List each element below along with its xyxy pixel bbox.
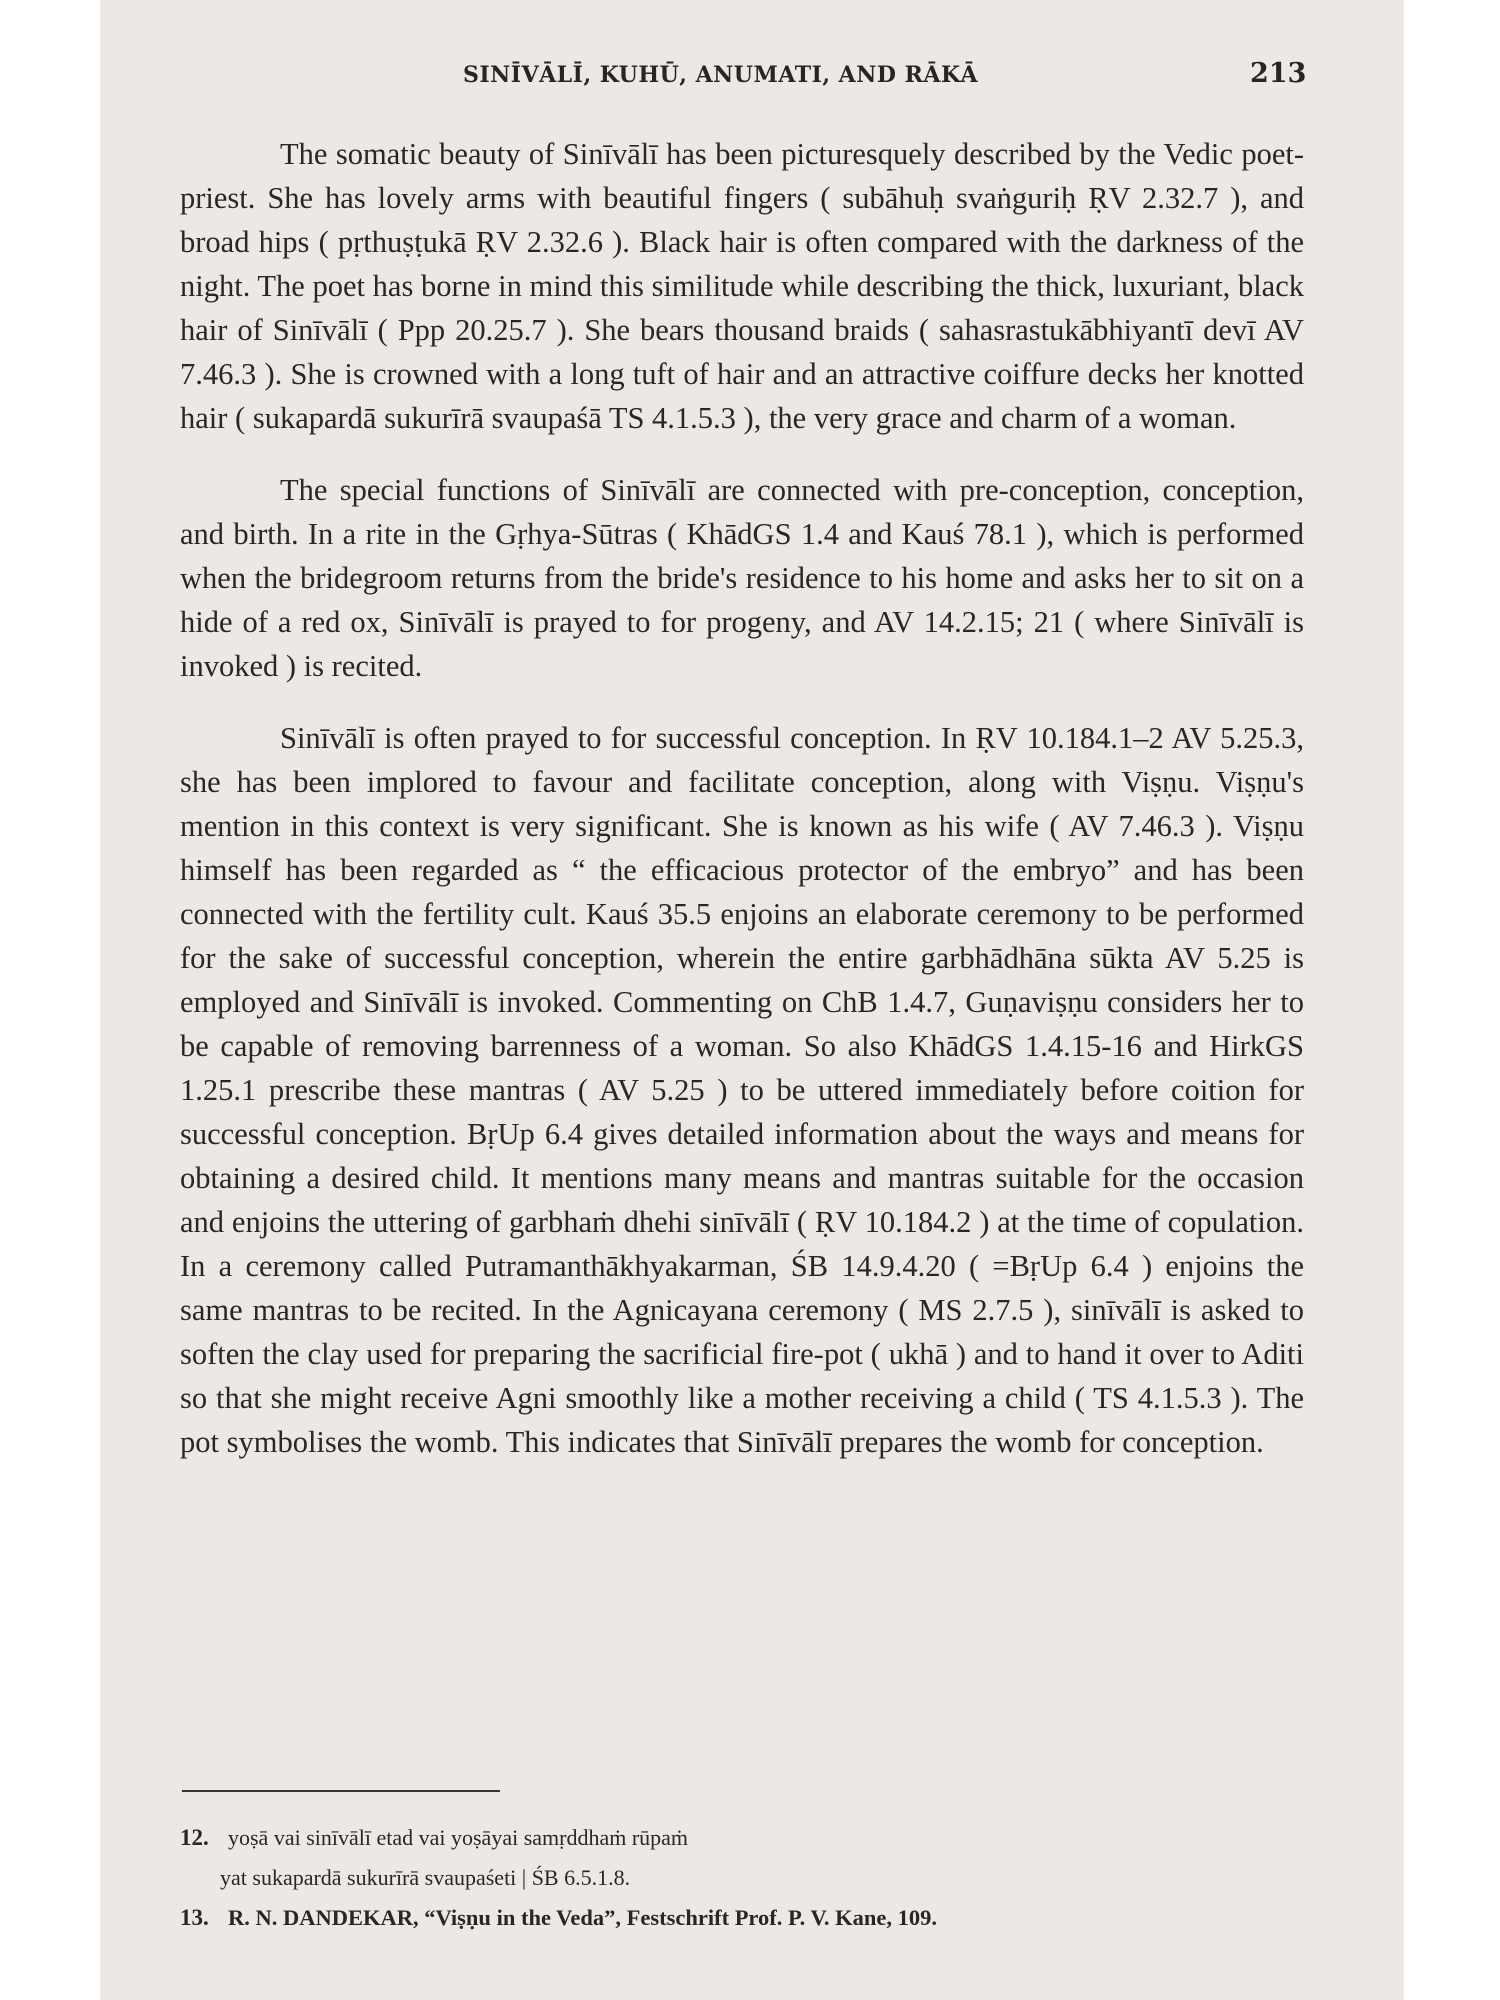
footnotes	[180, 1818, 1304, 1938]
page-number: 213	[1250, 58, 1307, 89]
paragraph-1: The somatic beauty of Sinīvālī has been picturesquely described by the Vedic poet-priest. She has lovely arms with beautiful fingers ( subāhuḥ svaṅguriḥ ṚV 2.32.7 ), and broad hips ( pṛthuṣṭukā ṚV 2.32.6 ). Black hair is often compared with the darkness of the night. The poet has borne in mind this similitude while describing the thick, luxuriant, black hair of Sinīvālī ( Ppp 20.25.7 ). She bears thousand braids ( sahasrastukābhiyantī devī AV 7.46.3 ). She is crowned with a long tuft of hair and an attractive coiffure decks her knotted hair ( sukapardā sukurīrā svaupaśā TS 4.1.5.3 ), the very grace and charm of a woman.	[180, 137, 1304, 435]
footnote-12-continuation	[180, 1858, 1304, 1898]
paragraph-3: Sinīvālī is often prayed to for successful conception. In ṚV 10.184.1–2 AV 5.25.3, she has been implored to favour and facilitate conception, along with Viṣṇu. Viṣṇu's mention in this context is very significant. She is known as his wife ( AV 7.46.3 ). Viṣṇu himself has been regarded as “ the efficacious protector of the embryo” and has been connected with the fertility cult. Kauś 35.5 enjoins an elaborate ceremony to be performed for the sake of successful conception, wherein the entire garbhādhāna sūkta AV 5.25 is employed and Sinīvālī is invoked. Commenting on ChB 1.4.7, Guṇaviṣṇu considers her to be capable of removing barrenness of a woman. So also KhādGS 1.4.15-16 and HirkGS 1.25.1 prescribe these mantras ( AV 5.25 ) to be uttered immediately before coition for successful conception. BṛUp 6.4 gives detailed information about the ways and means for obtaining a desired child. It mentions many means and mantras suitable for the occasion and enjoins the uttering of garbhaṁ dhehi sinīvālī ( ṚV 10.184.2 ) at the time of copulation. In a ceremony called Putramanthākhyakarman, ŚB 14.9.4.20 ( =BṛUp 6.4 ) enjoins the same mantras to be recited. In the Agnicayana ceremony ( MS 2.7.5 ), sinīvālī is asked to soften the clay used for preparing the sacrificial fire-pot ( ukhā ) and to hand it over to Aditi so that she might receive Agni smoothly like a mother receiving a child ( TS 4.1.5.3 ). The pot symbolises the womb. This indicates that Sinīvālī prepares the womb for conception.	[180, 721, 1304, 1459]
book-page	[100, 0, 1404, 2000]
footnote-12	[180, 1818, 1304, 1858]
footnote-divider	[182, 1790, 500, 1792]
paragraph-2: The special functions of Sinīvālī are connected with pre-conception, conception, and birth. In a rite in the Gṛhya-Sūtras ( KhādGS 1.4 and Kauś 78.1 ), which is performed when the bridegroom returns from the bride's residence to his home and asks her to sit on a hide of a red ox, Sinīvālī is prayed to for progeny, and AV 14.2.15; 21 ( where Sinīvālī is invoked ) is recited.	[180, 473, 1304, 683]
footnote-12-line-2: yat sukapardā sukurīrā svaupaśeti | ŚB 6.5.1.8.	[220, 1865, 631, 1890]
running-head	[100, 58, 1404, 98]
footnote-12-line-1: yoṣā vai sinīvālī etad vai yoṣāyai samṛddhaṁ rūpaṁ	[228, 1825, 689, 1850]
footnote-number: 13.	[180, 1905, 209, 1930]
footnote-13-text: R. N. DANDEKAR, “Viṣṇu in the Veda”, Festschrift Prof. P. V. Kane, 109.	[228, 1905, 938, 1930]
body-text	[180, 132, 1304, 1492]
footnote-number: 12.	[180, 1825, 209, 1850]
running-title: SINĪVĀLĪ, KUHŪ, ANUMATI, AND RĀKĀ	[463, 62, 979, 88]
footnote-13	[180, 1898, 1304, 1938]
